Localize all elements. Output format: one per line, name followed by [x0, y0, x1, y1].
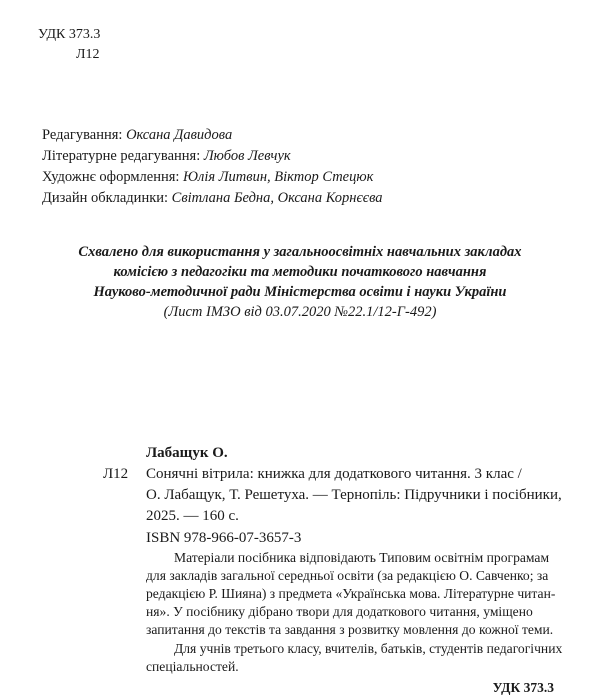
credit-role: Літературне редагування:: [42, 148, 204, 164]
bibliography-index: Л12: [103, 466, 129, 482]
annotation-line: Матеріали посібника відповідають Типовим освітнім програмам: [174, 550, 550, 565]
annotation-line: редакцією Р. Шияна) з предмета «Українська мова. Літературне читан-: [146, 586, 556, 601]
credit-role: Дизайн обкладинки:: [42, 190, 172, 206]
annotation-line: ня». У посібнику дібрано твори для додаткового читання, уміщено: [146, 604, 533, 619]
annotation-line: для закладів загальної середньої освіти (за редакцією О. Савченко; за: [146, 568, 549, 583]
bibliography-line-text: Сонячні вітрила: книжка для додаткового читання. 3 клас /: [146, 466, 522, 482]
credit-names: Світлана Бедна, Оксана Корнєєва: [171, 190, 383, 206]
approval-letter-reference: (Лист ІМЗО від 03.07.2020 №22.1/12-Г-492): [163, 304, 437, 320]
approval-line: Науково-методичної ради Міністерства освіти і науки України: [93, 284, 507, 300]
isbn: ISBN 978-966-07-3657-3: [146, 530, 302, 546]
udk-code-top: УДК 373.3: [38, 27, 101, 42]
credit-role: Редагування:: [42, 127, 127, 143]
annotation-line: запитання до текстів та завдання з розвитку мовлення до кожної теми.: [146, 622, 554, 637]
udk-code-bottom: УДК 373.3: [492, 680, 554, 695]
approval-line: Схвалено для використання у загальноосвітніх навчальних закладах: [78, 244, 522, 260]
credit-names: Юлія Литвин, Віктор Стецюк: [183, 169, 374, 185]
credit-names: Любов Левчук: [203, 148, 291, 164]
bibliography-author: Лабащук О.: [146, 445, 228, 461]
annotation-line: Для учнів третього класу, вчителів, батьків, студентів педагогічних: [174, 641, 563, 656]
bibliography-line: О. Лабащук, Т. Решетуха. — Тернопіль: Підручники і посібники,: [146, 487, 562, 503]
annotation-line: спеціальностей.: [146, 659, 239, 674]
bibliography-line: [146, 466, 550, 483]
bibliography-line: 2025. — 160 с.: [146, 508, 239, 524]
approval-line: комісією з педагогіки та методики початкового навчання: [113, 264, 487, 280]
library-index-top: Л12: [76, 47, 100, 62]
credit-editor: [42, 127, 232, 144]
credit-names: Оксана Давидова: [126, 127, 233, 143]
credit-literary-editor: [42, 148, 291, 165]
credit-cover-design: [42, 190, 383, 207]
credit-role: Художнє оформлення:: [42, 169, 184, 185]
credit-art-design: [42, 169, 373, 186]
